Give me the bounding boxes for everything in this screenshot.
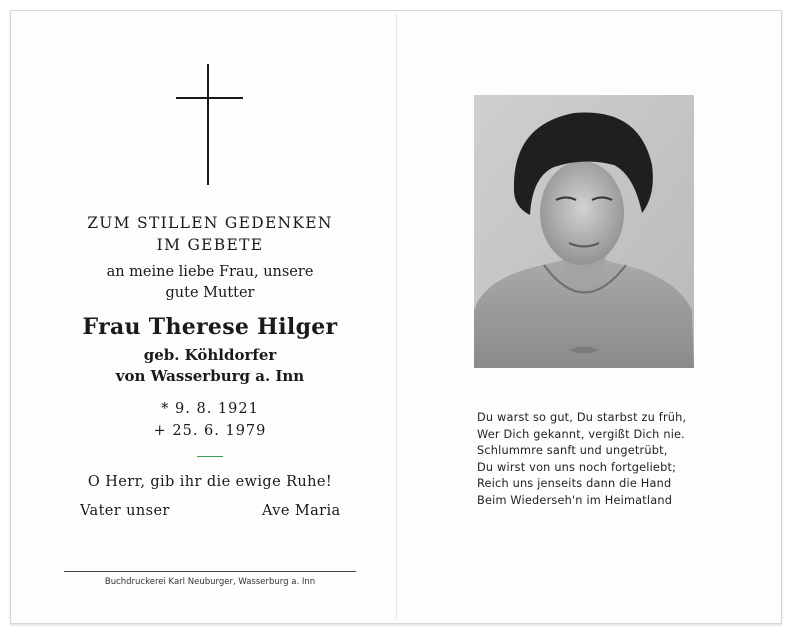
printer-credit: Buchdruckerei Karl Neuburger, Wasserburg a. Inn xyxy=(104,577,316,587)
portrait-photo xyxy=(474,95,694,368)
birth-date: * 9. 8. 1921 xyxy=(161,401,259,417)
hometown: von Wasserburg a. Inn xyxy=(115,367,305,385)
deceased-name: Frau Therese Hilger xyxy=(82,314,338,340)
heading-line-2: IM GEBETE xyxy=(156,236,264,254)
life-dates xyxy=(60,398,360,442)
cross-icon xyxy=(207,64,209,185)
prayer-line: O Herr, gib ihr die ewige Ruhe! xyxy=(87,474,333,490)
birth-name-origin xyxy=(60,345,360,387)
poem-line-3: Schlummre sanft und ungetrübt, xyxy=(477,444,668,457)
poem-line-2: Wer Dich gekannt, vergißt Dich nie. xyxy=(477,427,685,441)
cross-icon-bar xyxy=(176,97,243,99)
death-date: + 25. 6. 1979 xyxy=(153,423,267,439)
prayer-vater-unser: Vater unser xyxy=(80,503,170,519)
birth-name: geb. Köhldorfer xyxy=(143,346,277,364)
poem-line-1: Du warst so gut, Du starbst zu früh, xyxy=(477,411,687,424)
poem-line-6: Beim Wiederseh'n im Heimatland xyxy=(477,493,673,507)
memorial-poem xyxy=(477,410,686,509)
heading-line-1: ZUM STILLEN GEDENKEN xyxy=(87,214,333,232)
divider xyxy=(197,456,223,457)
memorial-heading xyxy=(60,212,360,256)
poem-line-4: Du wirst von uns noch fortgeliebt; xyxy=(477,460,677,474)
dedication-line-1: an meine liebe Frau, unsere xyxy=(106,264,314,280)
card-fold xyxy=(396,14,397,618)
portrait-image xyxy=(474,95,694,368)
dedication-line-2: gute Mutter xyxy=(165,285,255,301)
dedication xyxy=(60,262,360,304)
footer-rule xyxy=(64,571,356,572)
prayer-ave-maria: Ave Maria xyxy=(262,503,341,519)
poem-line-5: Reich uns jenseits dann die Hand xyxy=(477,477,672,490)
